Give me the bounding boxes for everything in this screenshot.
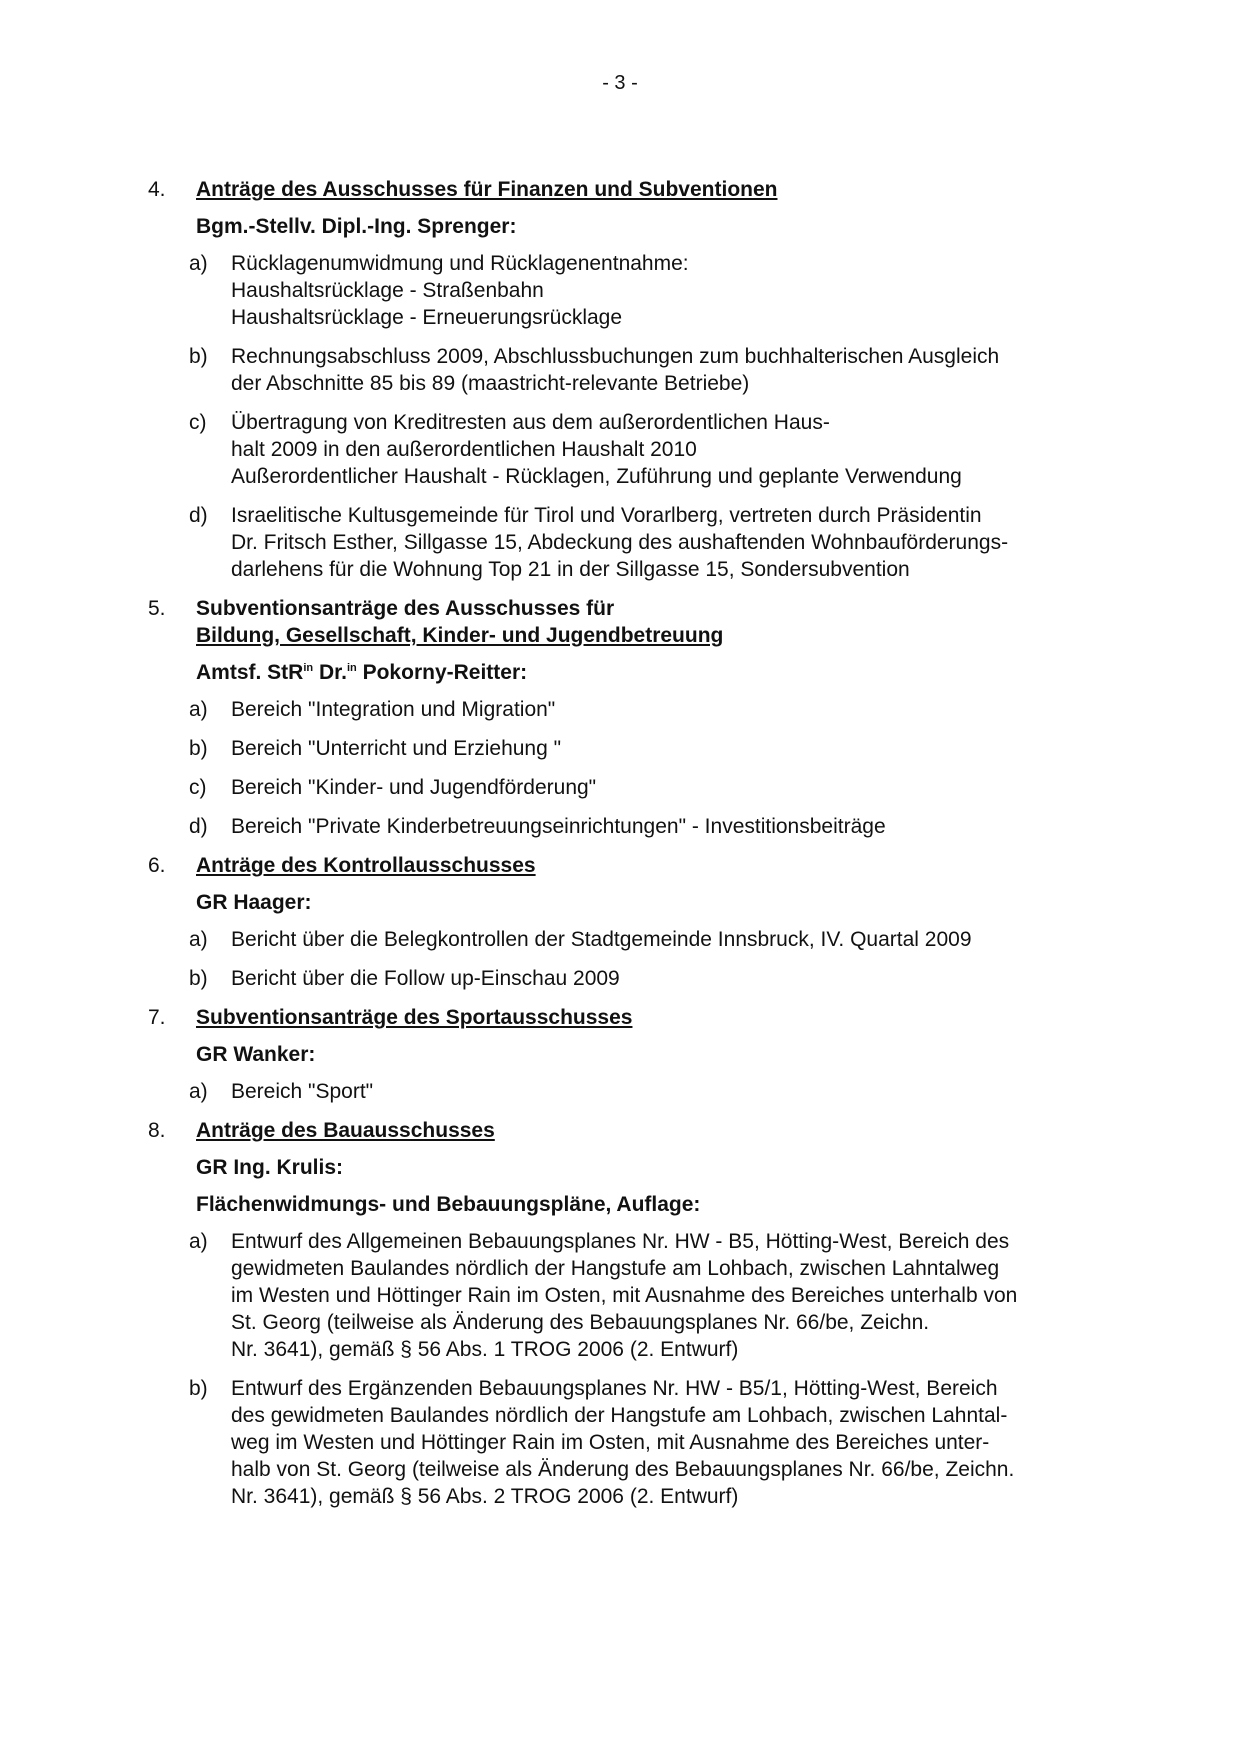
item-letter: a): [189, 1230, 208, 1253]
item-text: Übertragung von Kreditresten aus dem außerordentlichen Haus-: [231, 411, 830, 434]
section-title: Subventionsanträge des Sportausschusses: [196, 1006, 633, 1029]
reporter: Amtsf. StR$^{in}$ Dr.$^{in}$ Pokorny-Reitter:: [196, 661, 528, 684]
item-text: Bereich "Integration und Migration": [231, 698, 556, 721]
item-letter: a): [189, 928, 208, 951]
item-text: Haushaltsrücklage - Erneuerungsrücklage: [231, 306, 623, 329]
item-text: St. Georg (teilweise als Änderung des Bebauungsplanes Nr. 66/be, Zeichn.: [231, 1311, 930, 1334]
list-item: [189, 696, 1108, 723]
list-item: [189, 1375, 1108, 1510]
item-text: Entwurf des Allgemeinen Bebauungsplanes Nr. HW - B5, Hötting-West, Bereich des: [231, 1230, 1010, 1253]
reporter: GR Ing. Krulis:: [196, 1156, 343, 1179]
item-letter: b): [189, 967, 208, 990]
list-item: [189, 343, 1108, 397]
item-letter: a): [189, 698, 208, 721]
section-number: 7.: [148, 1006, 166, 1029]
item-text: gewidmeten Baulandes nördlich der Hangstufe am Lohbach, zwischen Lahntalweg: [231, 1257, 1000, 1280]
item-text: Haushaltsrücklage - Straßenbahn: [231, 279, 544, 302]
item-text: Außerordentlicher Haushalt - Rücklagen, Zuführung und geplante Verwendung: [231, 465, 962, 488]
item-text: des gewidmeten Baulandes nördlich der Hangstufe am Lohbach, zwischen Lahntal-: [231, 1404, 1008, 1427]
item-text: halb von St. Georg (teilweise als Änderung des Bebauungsplanes Nr. 66/be, Zeichn.: [231, 1458, 1015, 1481]
list-item: [189, 735, 1108, 762]
item-text: weg im Westen und Höttinger Rain im Osten, mit Ausnahme des Bereiches unter-: [231, 1431, 990, 1454]
item-letter: c): [189, 411, 207, 434]
item-letter: d): [189, 815, 208, 838]
item-text: Nr. 3641), gemäß § 56 Abs. 1 TROG 2006 (2. Entwurf): [231, 1338, 739, 1361]
item-text: Bereich "Unterricht und Erziehung ": [231, 737, 562, 760]
section-title: Anträge des Ausschusses für Finanzen und Subventionen: [196, 178, 778, 201]
item-text: Israelitische Kultusgemeinde für Tirol und Vorarlberg, vertreten durch Präsidentin: [231, 504, 982, 527]
item-text: der Abschnitte 85 bis 89 (maastricht-relevante Betriebe): [231, 372, 750, 395]
list-item: [189, 813, 1108, 840]
section-title: Anträge des Kontrollausschusses: [196, 854, 536, 877]
item-letter: d): [189, 504, 208, 527]
list-item: [189, 502, 1108, 583]
agenda-section-6: [148, 852, 1108, 992]
item-text: Bereich "Private Kinderbetreuungseinrichtungen" - Investitionsbeiträge: [231, 815, 886, 838]
list-item: [189, 250, 1108, 331]
item-letter: c): [189, 776, 207, 799]
list-item: [189, 965, 1108, 992]
item-text: halt 2009 in den außerordentlichen Haushalt 2010: [231, 438, 697, 461]
page-number: - 3 -: [602, 72, 638, 94]
reporter: GR Wanker:: [196, 1043, 316, 1066]
reporter: GR Haager:: [196, 891, 312, 914]
agenda-content: [148, 176, 1108, 1522]
section-number: 4.: [148, 178, 166, 201]
item-text: Bericht über die Belegkontrollen der Stadtgemeinde Innsbruck, IV. Quartal 2009: [231, 928, 972, 951]
item-text: darlehens für die Wohnung Top 21 in der Sillgasse 15, Sondersubvention: [231, 558, 910, 581]
item-text: im Westen und Höttinger Rain im Osten, mit Ausnahme des Bereiches unterhalb von: [231, 1284, 1018, 1307]
agenda-section-7: [148, 1004, 1108, 1105]
item-text: Bericht über die Follow up-Einschau 2009: [231, 967, 620, 990]
item-text: Dr. Fritsch Esther, Sillgasse 15, Abdeckung des aushaftenden Wohnbauförderungs-: [231, 531, 1009, 554]
list-item: [189, 926, 1108, 953]
item-letter: b): [189, 737, 208, 760]
item-text: Nr. 3641), gemäß § 56 Abs. 2 TROG 2006 (2. Entwurf): [231, 1485, 739, 1508]
item-letter: a): [189, 1080, 208, 1103]
section-title: Anträge des Bauausschusses: [196, 1119, 495, 1142]
subheading: Flächenwidmungs- und Bebauungspläne, Auflage:: [196, 1193, 701, 1216]
item-text: Rechnungsabschluss 2009, Abschlussbuchungen zum buchhalterischen Ausgleich: [231, 345, 1000, 368]
item-letter: b): [189, 345, 208, 368]
item-letter: b): [189, 1377, 208, 1400]
item-text: Bereich "Kinder- und Jugendförderung": [231, 776, 597, 799]
list-item: [189, 1078, 1108, 1105]
item-text: Rücklagenumwidmung und Rücklagenentnahme:: [231, 252, 689, 275]
agenda-section-8: [148, 1117, 1108, 1510]
section-title: Subventionsanträge des Ausschusses für Bildung, Gesellschaft, Kinder- und Jugendbetreuung: [196, 597, 724, 647]
item-letter: a): [189, 252, 208, 275]
item-text: Bereich "Sport": [231, 1080, 374, 1103]
reporter: Bgm.-Stellv. Dipl.-Ing. Sprenger:: [196, 215, 517, 238]
agenda-section-4: [148, 176, 1108, 583]
section-number: 6.: [148, 854, 166, 877]
list-item: [189, 1228, 1108, 1363]
section-number: 8.: [148, 1119, 166, 1142]
item-text: Entwurf des Ergänzenden Bebauungsplanes Nr. HW - B5/1, Hötting-West, Bereich: [231, 1377, 998, 1400]
list-item: [189, 774, 1108, 801]
agenda-section-5: [148, 595, 1108, 840]
section-number: 5.: [148, 597, 166, 620]
list-item: [189, 409, 1108, 490]
